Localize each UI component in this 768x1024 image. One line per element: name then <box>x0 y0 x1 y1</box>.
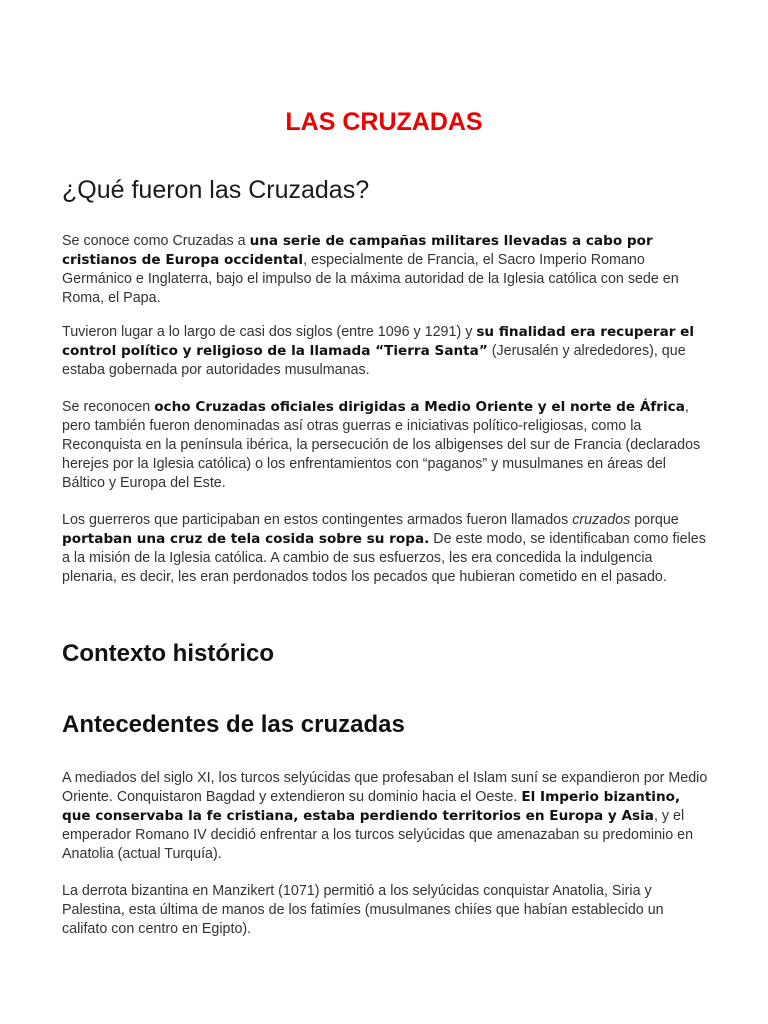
paragraph-6 <box>62 882 708 939</box>
paragraph-4-text-b1: porque <box>630 512 679 528</box>
paragraph-4 <box>62 511 708 587</box>
paragraph-2 <box>62 323 708 380</box>
paragraph-4-text-c: De este modo, se identificaban como fieles a la misión de la Iglesia católica. A cambio de sus esfuerzos, les era concedida la indulgencia plenaria, es decir, les eran perdonados todos los pecados que hubieran cometido en el pasado. <box>62 531 706 585</box>
section-heading-que-fueron: ¿Qué fueron las Cruzadas? <box>62 176 370 204</box>
paragraph-3-text-c: , pero también fueron denominadas así otras guerras e iniciativas político-religiosas, como la Reconquista en la península ibérica, la persecución de los albigenses del sur de Francia (declarados herejes por la Iglesia católica) o los enfrentamientos con “paganos” y musulmanes en áreas del Báltico y Europa del Este. <box>62 399 701 491</box>
paragraph-5 <box>62 769 708 864</box>
paragraph-1-bold: una serie de campañas militares llevadas a cabo por cristianos de Europa occidental <box>62 233 653 268</box>
paragraph-5-text-c: , y el emperador Romano IV decidió enfrentar a los turcos selyúcidas que amenazaban su predominio en Anatolia (actual Turquía). <box>62 808 694 862</box>
paragraph-3-text-a: Se reconocen <box>62 399 155 415</box>
paragraph-1-text-a: Se conoce como Cruzadas a <box>62 233 250 249</box>
section-heading-contexto: Contexto histórico <box>62 640 275 667</box>
paragraph-4-bold: portaban una cruz de tela cosida sobre su ropa. <box>62 531 430 547</box>
paragraph-1 <box>62 232 708 308</box>
paragraph-4-italic: cruzados <box>572 512 631 528</box>
paragraph-2-bold: su finalidad era recuperar el control político y religioso de la llamada “Tierra Santa” <box>62 324 695 359</box>
paragraph-3 <box>62 398 708 493</box>
paragraph-2-text-c: (Jerusalén y alrededores), que estaba gobernada por autoridades musulmanas. <box>62 343 686 378</box>
section-heading-antecedentes: Antecedentes de las cruzadas <box>62 711 405 738</box>
paragraph-5-bold: El Imperio bizantino, que conservaba la fe cristiana, estaba perdiendo territorios en Europa y Asia <box>62 789 681 824</box>
paragraph-3-bold: ocho Cruzadas oficiales dirigidas a Medio Oriente y el norte de África <box>154 399 685 415</box>
paragraph-1-text-c: , especialmente de Francia, el Sacro Imperio Romano Germánico e Inglaterra, bajo el impulso de la máxima autoridad de la Iglesia católica con sede en Roma, el Papa. <box>62 252 679 306</box>
paragraph-5-text-a: A mediados del siglo XI, los turcos selyúcidas que profesaban el Islam suní se expandieron por Medio Oriente. Conquistaron Bagdad y extendieron su dominio hacia el Oeste. <box>62 770 708 805</box>
paragraph-6-text-a: La derrota bizantina en Manzikert (1071) permitió a los selyúcidas conquistar Anatolia, Siria y Palestina, esta última de manos de los fatimíes (musulmanes chiíes que habían establecido un califato con centro en Egipto). <box>62 883 664 937</box>
document-title: LAS CRUZADAS <box>285 108 483 136</box>
paragraph-2-text-a: Tuvieron lugar a lo largo de casi dos siglos (entre 1096 y 1291) y <box>62 324 477 340</box>
paragraph-4-text-a: Los guerreros que participaban en estos contingentes armados fueron llamados <box>62 512 573 528</box>
